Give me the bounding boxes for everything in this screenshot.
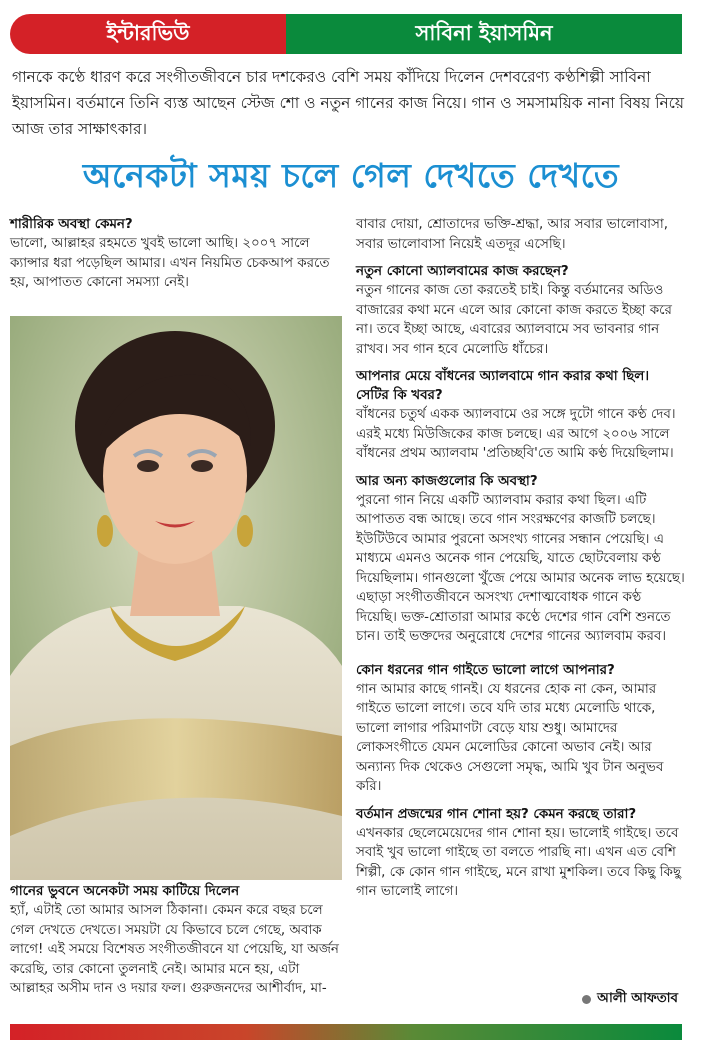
question-new-generation: বর্তমান প্রজন্মের গান শোনা হয়? কেমন করছে তারা? (356, 806, 637, 822)
right-column (356, 215, 686, 902)
question-daughter-album: আপনার মেয়ে বাঁধনের অ্যালবামে গান করার কথা ছিল। সেটির কি খবর? (356, 369, 650, 403)
header-banner (10, 14, 682, 54)
question-new-album: নতুন কোনো অ্যালবামের কাজ করছেন? (356, 264, 569, 279)
answer-continuation: বাবার দোয়া, শ্রোতাদের ভক্তি-শ্রদ্ধা, আর সবার ভালোবাসা, সবার ভালোবাসা নিয়েই এতদূর এসেছি। (356, 217, 669, 252)
left-column (10, 215, 342, 293)
author-credit (582, 988, 678, 1010)
question-song-preference: কোন ধরনের গান গাইতে ভালো লাগে আপনার? (356, 662, 615, 678)
bullet-dot-icon (582, 995, 591, 1004)
left-column-lower (10, 882, 342, 999)
portrait-photo (10, 316, 342, 880)
author-name: আলী আফতাব (597, 991, 678, 1006)
answer-daughter-album: বাঁধনের চতুর্থ একক অ্যালবামে ওর সঙ্গে দুটো গানে কণ্ঠ দেব। এরই মধ্যে মিউজিকের কাজ চলছে। এর আগে ২০০৬ সালে বাঁধনের প্রথম অ্যালবাম 'প্রতিচ্ছবি'তে আমি কণ্ঠ দিয়েছিলাম। (356, 407, 676, 461)
question-health: শারীরিক অবস্থা কেমন? (10, 217, 133, 232)
answer-health: ভালো, আল্লাহর রহমতে খুবই ভালো আছি। ২০০৭ সালে ক্যান্সার ধরা পড়েছিল আমার। এখন নিয়মিত চেকআপ করতে হয়, আপাতত কোনো সমস্যা নেই। (10, 236, 330, 290)
answer-career: হ্যাঁ, এটাই তো আমার আসল ঠিকানা। কেমন করে বছর চলে গেল দেখতে দেখতে। সময়টা যে কিভাবে চলে গেছে, অবাক লাগে! এই সময়ে বিশেষত সংগীতজীবনে যা পেয়েছি, যা অর্জন করেছি, তার কোনো তুলনাই নেই। আমার মনে হয়, এটা আল্লাহর অসীম দান ও দয়ার ফল। গুরুজনদের আশীর্বাদ, মা- (10, 903, 339, 996)
section-label: ইন্টারভিউ (10, 14, 286, 54)
question-career: গানের ভুবনে অনেকটা সময় কাটিয়ে দিলেন (10, 884, 240, 899)
answer-song-preference: গান আমার কাছে গানই। যে ধরনের হোক না কেন, আমার গাইতে ভালো লাগে। তবে যদি তার মধ্যে মেলোডি থাকে, ভালো লাগার পরিমাণটা বেড়ে যায় শুধু। আমাদের লোকসংগীতে যেমন মেলোডির কোনো অভাব নেই। আর অন্যান্য দিক থেকেও সেগুলো সমৃদ্ধ, আমি খুব টান অনুভব করি। (356, 681, 664, 794)
answer-new-album: নতুন গানের কাজ তো করতেই চাই। কিন্তু বর্তমানের অডিও বাজারের কথা মনে এলে আর কোনো কাজ করতে ইচ্ছা করে না। তবে ইচ্ছা আছে, এবারের অ্যালবামে সব ভাবনার গান রাখব। সব গান হবে মেলোডি ধাঁচের। (356, 283, 672, 357)
question-other-work: আর অন্য কাজগুলোর কি অবস্থা? (356, 473, 538, 489)
footer-bar (10, 1024, 682, 1040)
answer-new-generation: এখনকার ছেলেমেয়েদের গান শোনা হয়। ভালোই গাইছে। তবে সবাই খুব ভালো গাইছে তা বলতে পারছি না। এখন এত বেশি শিল্পী, কে কোন গান গাইছে, মনে রাখা মুশকিল। তবে কিছু কিছু গান ভালোই লাগে। (356, 825, 682, 899)
person-name: সাবিনা ইয়াসমিন (286, 14, 682, 54)
portrait-illustration (10, 316, 342, 880)
headline: অনেকটা সময় চলে গেল দেখতে দেখতে (82, 156, 620, 195)
answer-other-work: পুরনো গান নিয়ে একটি অ্যালবাম করার কথা ছিল। এটি আপাতত বন্ধ আছে। তবে গান সংরক্ষণের কাজটি চলছে। ইউটিউবে আমার পুরনো অসংখ্য গানের সন্ধান পেয়েছি। এ মাধ্যমে এমনও অনেক গান পেয়েছি, যাতে ছোটবেলায় কণ্ঠ দিয়েছিলাম। গানগুলো খুঁজে পেয়ে আমার অনেক লাভ হয়েছে। এছাড়া সংগীতজীবনে অসংখ্য দেশাত্মবোধক গানে কণ্ঠ দিয়েছি। ভক্ত-শ্রোতারা আমার কণ্ঠে দেশের গান বেশি শুনতে চান। তাই ভক্তদের অনুরোধে দেশের গানের অ্যালবাম করব। (356, 492, 685, 644)
intro-paragraph: গানকে কণ্ঠে ধারণ করে সংগীতজীবনে চার দশকেরও বেশি সময় কাঁদিয়ে দিলেন দেশবরেণ্য কণ্ঠশিল্পী সাবিনা ইয়াসমিন। বর্তমানে তিনি ব্যস্ত আছেন স্টেজ শো ও নতুন গানের কাজ নিয়ে। গান ও সমসাময়িক নানা বিষয় নিয়ে আজ তার সাক্ষাৎকার। (12, 68, 684, 138)
